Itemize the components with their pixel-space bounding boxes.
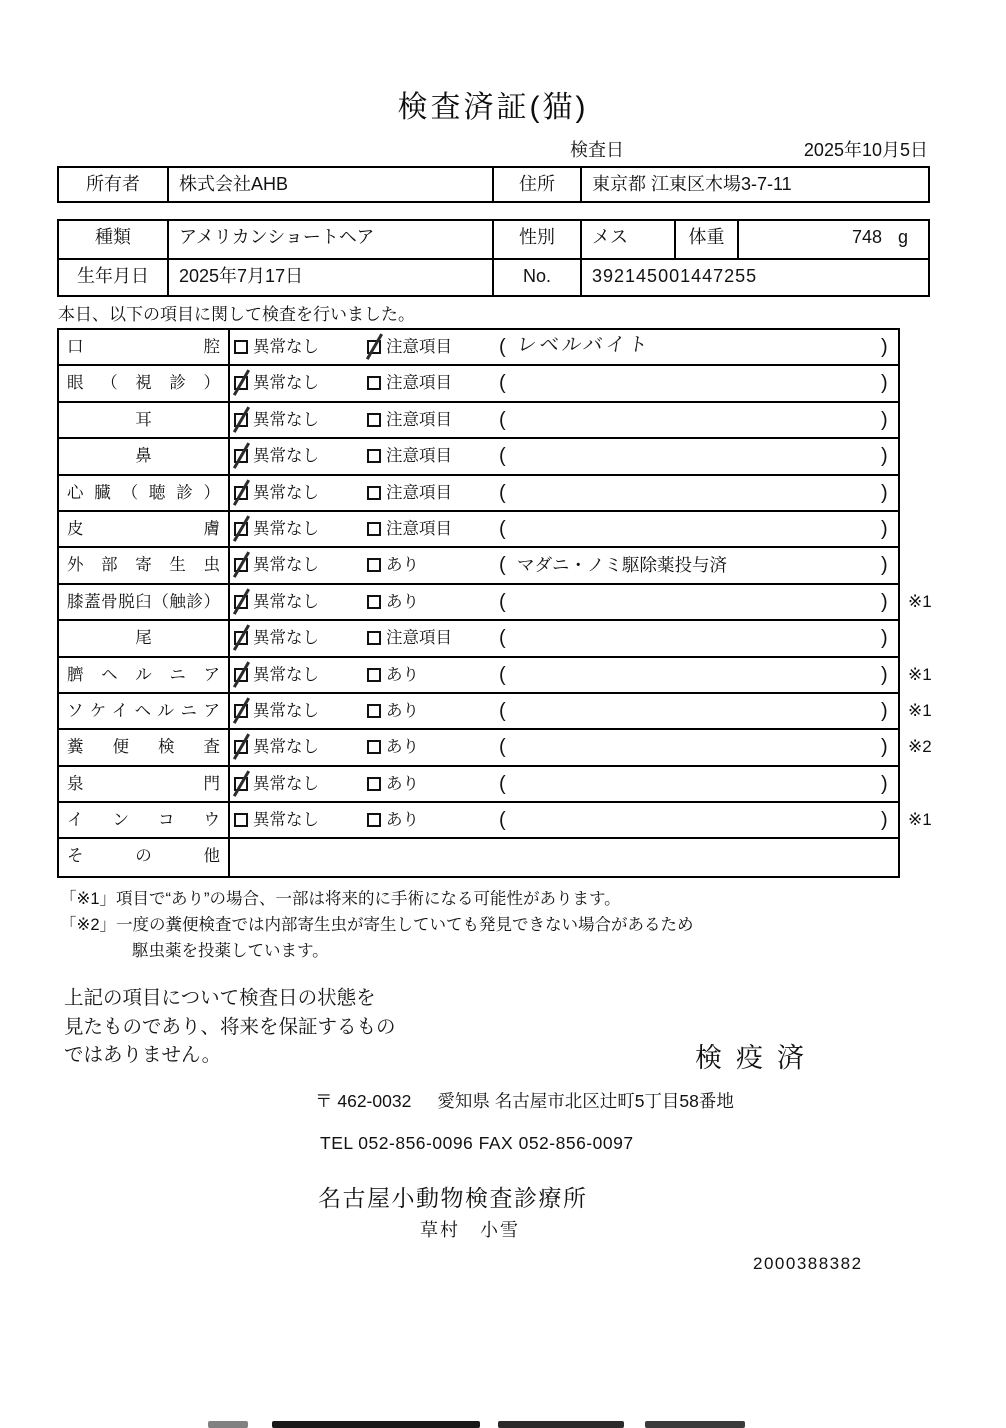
option-checkbox-cell [367, 767, 419, 801]
open-paren: ( [499, 809, 506, 832]
owner-value-cell: 株式会社AHB [167, 168, 492, 201]
breed-value-cell: アメリカンショートヘア [167, 221, 492, 258]
inspection-row [59, 439, 898, 475]
normal-checkbox-cell [234, 585, 319, 619]
inspection-row [59, 330, 898, 366]
disclaimer-line-1: 上記の項目について検査日の状態を [64, 987, 376, 1009]
close-paren: ) [881, 408, 888, 431]
inspection-row [59, 839, 898, 875]
option-checkbox[interactable] [367, 813, 381, 827]
no-label-cell: No. [492, 258, 580, 295]
item-label: 泉門 [67, 774, 220, 793]
item-label-cell [59, 621, 230, 655]
animal-table [57, 219, 930, 297]
item-label-cell [59, 476, 230, 510]
item-label-cell [59, 548, 230, 582]
option-checkbox-cell [367, 403, 452, 437]
option-checkbox-label: 注意項目 [386, 410, 452, 429]
birthdate-value-cell: 2025年7月17日 [167, 258, 492, 295]
clinic-tel-fax: TEL 052-856-0096 FAX 052-856-0097 [320, 1133, 634, 1153]
normal-checkbox-label: 異常なし [253, 410, 319, 429]
footnote-1: 「※1」項目で“あり”の場合、一部は将来的に手術になる可能性があります。 [60, 890, 621, 908]
note-mark: ※1 [908, 810, 932, 830]
option-checkbox-cell [367, 439, 452, 473]
inspection-row [59, 621, 898, 657]
item-label-cell [59, 730, 230, 764]
normal-checkbox-cell [234, 330, 319, 364]
normal-checkbox-label: 異常なし [253, 338, 319, 356]
close-paren: ) [881, 336, 888, 358]
option-checkbox-cell [367, 548, 419, 582]
option-checkbox[interactable] [367, 558, 381, 572]
normal-checkbox-label: 異常なし [253, 738, 319, 757]
inspection-intro: 本日、以下の項目に関して検査を行いました。 [58, 305, 415, 324]
footnote-2: 「※2」一度の糞便検査では内部寄生虫が寄生していても発見できない場合があるため [60, 916, 694, 934]
normal-checkbox[interactable] [234, 449, 248, 463]
close-paren: ) [881, 372, 888, 395]
disclaimer-line-3: ではありません。 [64, 1044, 222, 1066]
open-paren: ( [499, 517, 506, 540]
normal-checkbox-label: 異常なし [253, 811, 319, 830]
normal-checkbox-cell [234, 694, 319, 728]
normal-checkbox-label: 異常なし [253, 629, 319, 648]
option-checkbox-label: 注意項目 [386, 629, 452, 648]
clinic-address-line [315, 1088, 734, 1113]
normal-checkbox-label: 異常なし [253, 483, 319, 502]
open-paren: ( [499, 554, 506, 577]
normal-checkbox[interactable] [234, 558, 248, 572]
option-checkbox-label: 注意項目 [386, 374, 452, 393]
normal-checkbox[interactable] [234, 486, 248, 500]
normal-checkbox-cell [234, 621, 319, 655]
item-label-cell [59, 839, 230, 875]
option-checkbox-label: あり [386, 556, 419, 575]
option-checkbox-cell [367, 330, 452, 364]
item-label-cell [59, 512, 230, 546]
item-label-cell [59, 658, 230, 692]
normal-checkbox[interactable] [234, 631, 248, 645]
normal-checkbox[interactable] [234, 595, 248, 609]
normal-checkbox[interactable] [234, 522, 248, 536]
close-paren: ) [881, 663, 888, 686]
normal-checkbox-label: 異常なし [253, 701, 319, 720]
normal-checkbox[interactable] [234, 340, 248, 354]
item-label: 膝蓋骨脱臼（触診） [67, 592, 220, 611]
option-checkbox-cell [367, 476, 452, 510]
option-checkbox-label: 注意項目 [386, 447, 452, 466]
item-label-cell [59, 439, 230, 473]
serial-number: 2000388382 [753, 1254, 863, 1273]
option-checkbox-label: 注意項目 [386, 338, 452, 356]
inspection-row [59, 803, 932, 839]
normal-checkbox-label: 異常なし [253, 556, 319, 575]
normal-checkbox-cell [234, 439, 319, 473]
close-paren: ) [881, 445, 888, 468]
open-paren: ( [499, 772, 506, 795]
inspection-row [59, 694, 932, 730]
option-checkbox-cell [367, 585, 419, 619]
item-label-cell [59, 330, 230, 364]
address-value-cell: 東京都 江東区木場3-7-11 [580, 168, 928, 201]
option-checkbox-label: あり [386, 701, 419, 720]
option-checkbox-cell [367, 803, 419, 837]
open-paren: ( [499, 736, 506, 759]
option-checkbox[interactable] [367, 413, 381, 427]
option-checkbox-cell [367, 366, 452, 400]
normal-checkbox[interactable] [234, 376, 248, 390]
option-checkbox-cell [367, 658, 419, 692]
note-mark: ※1 [908, 664, 932, 684]
close-paren: ) [881, 590, 888, 613]
normal-checkbox[interactable] [234, 704, 248, 718]
inspection-row [59, 403, 898, 439]
item-label-cell [59, 694, 230, 728]
close-paren: ) [881, 736, 888, 759]
normal-checkbox-cell [234, 476, 319, 510]
footnotes [60, 886, 694, 964]
normal-checkbox-cell [234, 403, 319, 437]
normal-checkbox-label: 異常なし [253, 519, 319, 538]
close-paren: ) [881, 481, 888, 504]
normal-checkbox[interactable] [234, 777, 248, 791]
inspection-date-label: 検査日 [570, 140, 624, 160]
open-paren: ( [499, 590, 506, 613]
option-checkbox[interactable] [367, 376, 381, 390]
option-checkbox[interactable] [367, 777, 381, 791]
item-label: 外部寄生虫 [67, 556, 220, 575]
clinic-address: 愛知県 名古屋市北区辻町5丁目58番地 [437, 1091, 734, 1111]
no-value-cell: 392145001447255 [580, 258, 928, 295]
normal-checkbox[interactable] [234, 413, 248, 427]
open-paren: ( [499, 481, 506, 504]
inspection-row [59, 767, 898, 803]
close-paren: ) [881, 554, 888, 577]
close-paren: ) [881, 809, 888, 832]
option-checkbox[interactable] [367, 631, 381, 645]
quarantine-stamp: 検疫済 [695, 1043, 818, 1073]
disclaimer [64, 984, 396, 1070]
item-label: 鼻 [135, 447, 152, 466]
item-label-cell [59, 366, 230, 400]
option-checkbox-cell [367, 730, 419, 764]
option-checkbox[interactable] [367, 740, 381, 754]
normal-checkbox-cell [234, 658, 319, 692]
normal-checkbox-cell [234, 512, 319, 546]
item-label: その他 [67, 847, 220, 866]
normal-checkbox-label: 異常なし [253, 774, 319, 793]
inspection-row [59, 476, 898, 512]
item-label: 皮膚 [67, 519, 220, 538]
item-label: 眼（視診） [67, 374, 220, 393]
normal-checkbox-cell [234, 767, 319, 801]
open-paren: ( [499, 627, 506, 650]
option-checkbox-label: あり [386, 665, 419, 684]
note-mark: ※1 [908, 700, 932, 720]
option-checkbox[interactable] [367, 486, 381, 500]
item-label: 心臓（聴診） [67, 483, 220, 502]
inspection-row [59, 730, 932, 766]
option-checkbox-label: あり [386, 811, 419, 830]
normal-checkbox[interactable] [234, 740, 248, 754]
inspection-date-value: 2025年10月5日 [803, 140, 928, 160]
inspection-row [59, 658, 932, 694]
option-checkbox-label: 注意項目 [386, 519, 452, 538]
normal-checkbox-label: 異常なし [253, 447, 319, 466]
page-title: 検査済証(猫) [397, 91, 589, 124]
item-label: 口腔 [67, 338, 220, 356]
open-paren: ( [499, 445, 506, 468]
weight-value: 748 [851, 227, 882, 247]
option-checkbox[interactable] [367, 595, 381, 609]
inspection-row [59, 548, 898, 584]
owner-table [57, 166, 930, 203]
normal-checkbox[interactable] [234, 813, 248, 827]
sex-label-cell: 性別 [492, 221, 580, 258]
item-label-cell [59, 803, 230, 837]
comment-text: レベルバイト [515, 334, 653, 356]
weight-value-cell [737, 221, 928, 258]
option-checkbox[interactable] [367, 522, 381, 536]
open-paren: ( [499, 336, 506, 358]
note-mark: ※2 [908, 737, 932, 757]
option-checkbox-label: あり [386, 774, 419, 793]
clinic-person-name: 草村 小雪 [420, 1220, 520, 1240]
inspection-row [59, 366, 898, 402]
open-paren: ( [499, 663, 506, 686]
open-paren: ( [499, 699, 506, 722]
comment-text: マダニ・ノミ駆除薬投与済 [517, 555, 727, 576]
inspection-row [59, 512, 898, 548]
item-label: 臍ヘルニア [67, 665, 220, 684]
item-label: 耳 [135, 410, 152, 429]
option-checkbox-cell [367, 621, 452, 655]
clinic-name: 名古屋小動物検査診療所 [318, 1185, 588, 1211]
item-label: 糞便検査 [67, 738, 220, 757]
option-checkbox-label: 注意項目 [386, 483, 452, 502]
disclaimer-line-2: 見たものであり、将来を保証するもの [64, 1015, 396, 1038]
normal-checkbox-cell [234, 548, 319, 582]
close-paren: ) [881, 517, 888, 540]
address-label-cell: 住所 [492, 168, 580, 201]
inspection-row [59, 585, 932, 621]
note-mark: ※1 [908, 591, 932, 611]
open-paren: ( [499, 408, 506, 431]
inspection-table [57, 328, 932, 878]
open-paren: ( [499, 372, 506, 395]
item-label: 尾 [135, 629, 152, 648]
breed-label-cell: 種類 [95, 227, 131, 247]
close-paren: ) [881, 772, 888, 795]
clinic-postal-code: 〒 462-0032 [315, 1091, 412, 1111]
footnote-2-continued: 駆虫薬を投薬しています。 [132, 942, 329, 960]
option-checkbox-cell [367, 512, 452, 546]
item-label-cell [59, 767, 230, 801]
option-checkbox[interactable] [367, 668, 381, 682]
close-paren: ) [881, 699, 888, 722]
item-label: インコウ [67, 811, 220, 830]
normal-checkbox-label: 異常なし [253, 665, 319, 684]
option-checkbox[interactable] [367, 449, 381, 463]
normal-checkbox-cell [234, 730, 319, 764]
close-paren: ) [881, 627, 888, 650]
scan-artifact [0, 1419, 1006, 1428]
option-checkbox[interactable] [367, 340, 381, 354]
normal-checkbox-label: 異常なし [253, 592, 319, 611]
normal-checkbox-cell [234, 366, 319, 400]
sex-value-cell: メス [580, 221, 674, 258]
item-label-cell [59, 585, 230, 619]
inspection-date-line [57, 136, 930, 160]
normal-checkbox-cell [234, 803, 319, 837]
birthdate-label-cell: 生年月日 [59, 258, 167, 295]
normal-checkbox-label: 異常なし [253, 374, 319, 393]
option-checkbox-label: あり [386, 738, 419, 757]
option-checkbox[interactable] [367, 704, 381, 718]
normal-checkbox[interactable] [234, 668, 248, 682]
owner-label-cell: 所有者 [86, 174, 140, 194]
weight-label-cell: 体重 [674, 221, 737, 258]
option-checkbox-cell [367, 694, 419, 728]
item-label-cell [59, 403, 230, 437]
weight-unit: g [897, 227, 908, 247]
option-checkbox-label: あり [386, 592, 419, 611]
item-label: ソケイヘルニア [67, 701, 220, 720]
